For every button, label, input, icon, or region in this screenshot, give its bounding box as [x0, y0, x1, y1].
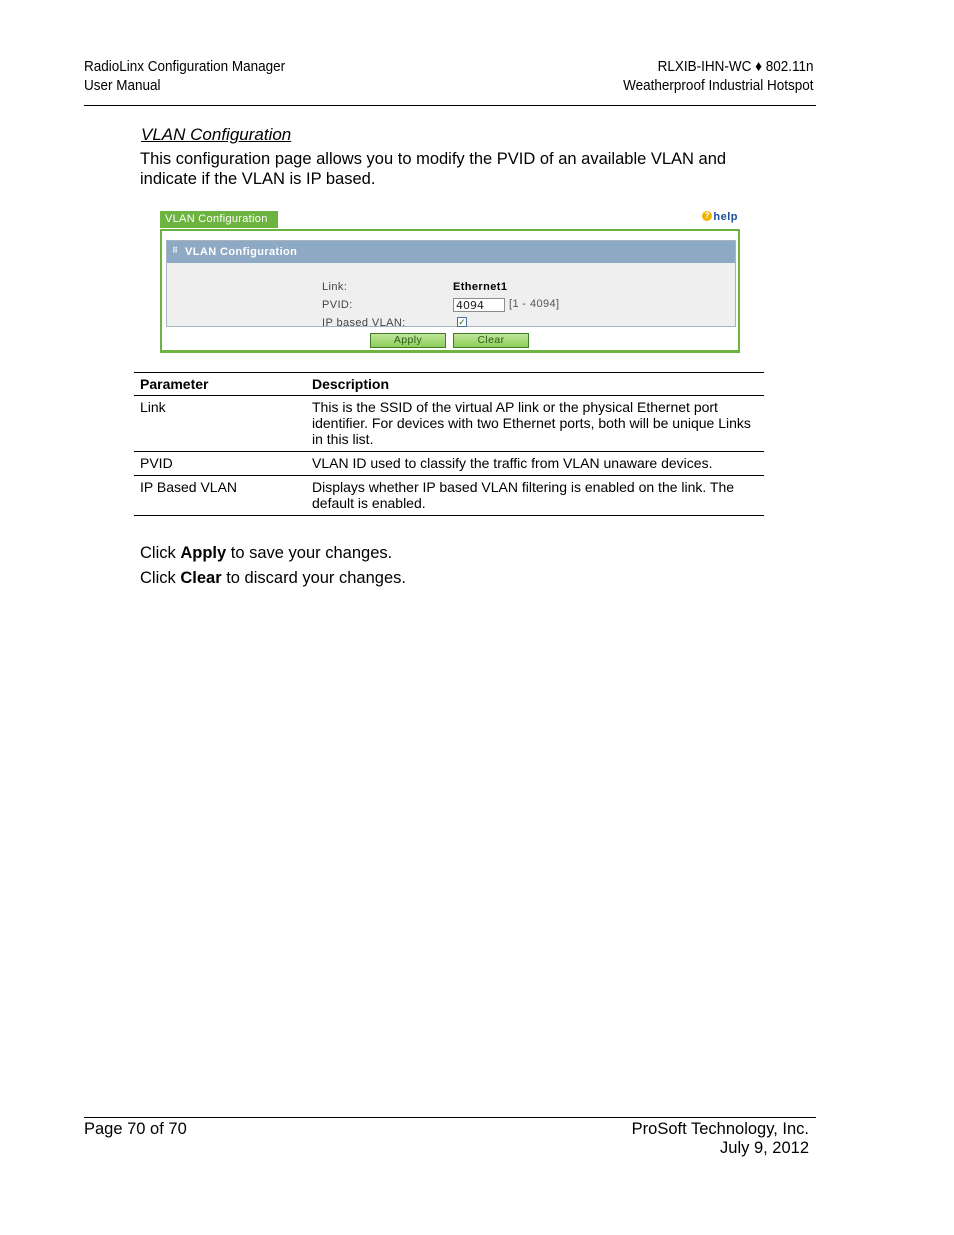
section-title: VLAN Configuration: [141, 125, 292, 144]
pvid-input[interactable]: 4094: [453, 298, 505, 312]
panel-title: VLAN Configuration: [185, 246, 298, 258]
pvid-label: PVID:: [322, 299, 353, 311]
config-frame: [160, 229, 740, 353]
product-model: RLXIB-IHN-WC ♦ 802.11n: [658, 58, 814, 75]
row-description: Displays whether IP based VLAN filtering is enabled on the link. The default is enabled.: [306, 476, 764, 516]
help-icon: ?: [702, 211, 712, 221]
header-rule: [84, 105, 816, 106]
row-description: This is the SSID of the virtual AP link or the physical Ethernet port identifier. For devices with two Ethernet ports, both will be unique Links in this list.: [306, 396, 764, 452]
apply-instruction: [140, 543, 392, 563]
help-label: help: [713, 211, 738, 223]
pvid-range-hint: [1 - 4094]: [509, 298, 560, 310]
panel-title-bar: [167, 241, 735, 263]
publication-date: July 9, 2012: [720, 1139, 809, 1157]
tab-vlan-configuration[interactable]: VLAN Configuration: [160, 211, 278, 228]
product-description: Weatherproof Industrial Hotspot: [623, 77, 814, 94]
document-subtitle: User Manual: [84, 77, 161, 94]
clear-button[interactable]: Clear: [453, 333, 529, 348]
header-left: [84, 57, 285, 95]
page-number: Page 70 of 70: [84, 1120, 187, 1138]
apply-instruction-prefix: Click: [140, 544, 181, 562]
clear-instruction-prefix: Click: [140, 569, 181, 587]
document-title: RadioLinx Configuration Manager: [84, 58, 286, 75]
ip-based-vlan-checkbox[interactable]: ✓: [458, 317, 466, 327]
footer-right: [632, 1120, 809, 1158]
company-name: ProSoft Technology, Inc.: [631, 1120, 809, 1138]
apply-instruction-keyword: Apply: [180, 544, 227, 562]
section-intro: This configuration page allows you to modify the PVID of an available VLAN and indicate if the VLAN is IP based.: [140, 150, 727, 188]
grip-icon: ⠿: [172, 246, 179, 255]
vlan-config-screenshot: [160, 209, 740, 355]
config-panel: [166, 240, 736, 327]
apply-button[interactable]: Apply: [370, 333, 446, 348]
header-parameter: Parameter: [134, 373, 306, 396]
table-row: [134, 396, 764, 452]
row-parameter: Link: [134, 396, 306, 452]
clear-instruction: [140, 568, 406, 588]
help-link[interactable]: [702, 211, 738, 223]
ip-based-vlan-label: IP based VLAN:: [322, 317, 406, 329]
footer-rule: [84, 1117, 816, 1118]
table-header-row: [134, 373, 764, 396]
row-description: VLAN ID used to classify the traffic from VLAN unaware devices.: [306, 452, 764, 476]
parameter-table: [134, 372, 764, 516]
clear-instruction-keyword: Clear: [180, 569, 222, 587]
header-description: Description: [306, 373, 764, 396]
apply-instruction-suffix: to save your changes.: [226, 544, 393, 562]
table-row: [134, 452, 764, 476]
link-value: Ethernet1: [453, 281, 508, 293]
clear-instruction-suffix: to discard your changes.: [221, 569, 406, 587]
row-parameter: PVID: [134, 452, 306, 476]
header-right: [624, 57, 814, 95]
row-parameter: IP Based VLAN: [134, 476, 306, 516]
link-label: Link:: [322, 281, 348, 293]
table-row: [134, 476, 764, 516]
